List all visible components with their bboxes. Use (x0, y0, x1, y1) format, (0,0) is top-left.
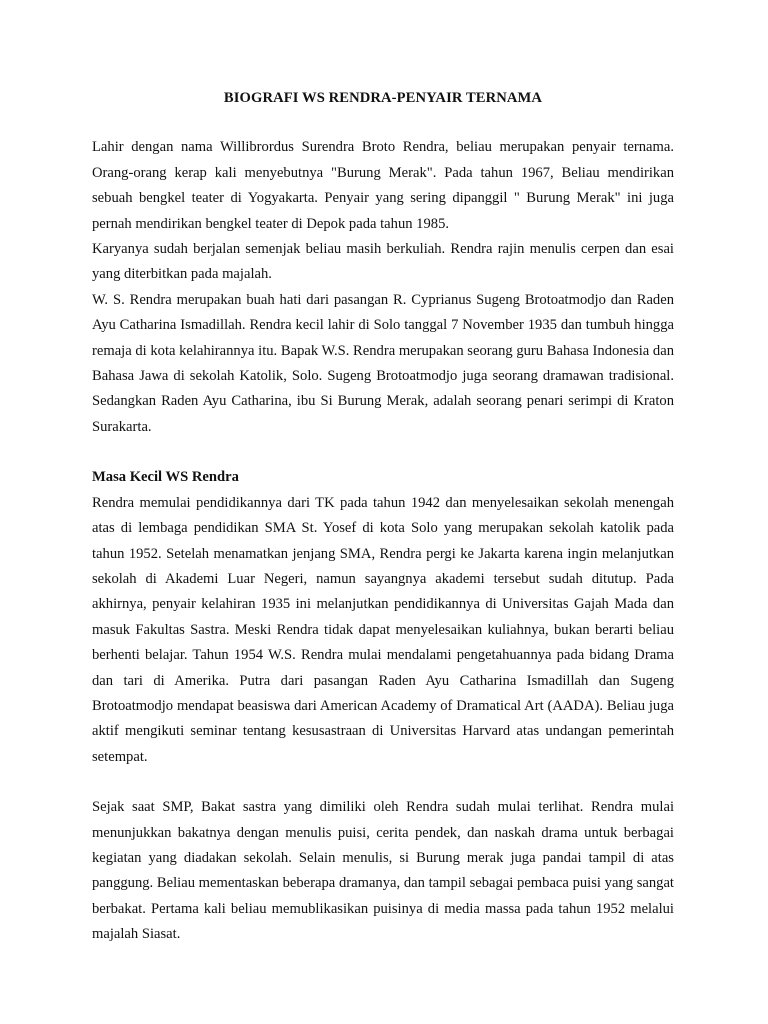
paragraph-spacer (92, 440, 674, 465)
section-heading: Masa Kecil WS Rendra (92, 469, 239, 486)
document-title: BIOGRAFI WS RENDRA-PENYAIR TERNAMA (223, 90, 543, 106)
section-paragraph-1: Rendra memulai pendidikannya dari TK pada tahun 1942 dan menyelesaikan sekolah menengah atas di lembaga pendidikan SMA St. Yosef di kota Solo yang merupakan sekolah katolik pada tahun 1952. Setelah menamatkan jenjang SMA, Rendra pergi ke Jakarta karena ingin melanjutkan sekolah di Akademi Luar Negeri, namun sayangnya akademi tersebut sudah ditutup. Pada akhirnya, penyair kelahiran 1935 ini melanjutkan pendidikannya di Universitas Gajah Mada dan masuk Fakultas Sastra. Meski Rendra tidak dapat menyelesaikan kuliahnya, bukan berarti beliau berhenti belajar. Tahun 1954 W.S. Rendra mulai mendalami pengetahuannya pada bidang Drama dan tari di Amerika. Putra dari pasangan Raden Ayu Catharina Ismadillah dan Sugeng Brotoatmodjo mendapat beasiswa dari American Academy of Dramatical Art (AADA). Beliau juga aktif mengikuti seminar tentang kesusastraan di Universitas Harvard atas undangan pemerintah setempat. (92, 494, 674, 765)
intro-paragraph-1: Lahir dengan nama Willibrordus Surendra Broto Rendra, beliau merupakan penyair ternama. Orang-orang kerap kali menyebutnya "Burung Merak". Pada tahun 1967, Beliau mendirikan sebuah bengkel teater di Yogyakarta. Penyair yang sering dipanggil " Burung Merak" ini juga pernah mendirikan bengkel teater di Depok pada tahun 1985. (92, 139, 674, 232)
paragraph-spacer (92, 770, 674, 795)
section-paragraph-2: Sejak saat SMP, Bakat sastra yang dimiliki oleh Rendra sudah mulai terlihat. Rendra mulai menunjukkan bakatnya dengan menulis puisi, cerita pendek, dan naskah drama untuk berbagai kegiatan yang diadakan sekolah. Selain menulis, si Burung merak juga pandai tampil di atas panggung. Beliau mementaskan beberapa dramanya, dan tampil sebagai pembaca puisi yang sangat berbakat. Pertama kali beliau memublikasikan puisinya di media massa pada tahun 1952 melalui majalah Siasat. (92, 799, 674, 943)
document-body (92, 86, 674, 948)
intro-paragraph-3: W. S. Rendra merupakan buah hati dari pasangan R. Cyprianus Sugeng Brotoatmodjo dan Raden Ayu Catharina Ismadillah. Rendra kecil lahir di Solo tanggal 7 November 1935 dan tumbuh hingga remaja di kota kelahirannya itu. Bapak W.S. Rendra merupakan seorang guru Bahasa Indonesia dan Bahasa Jawa di sekolah Katolik, Solo. Sugeng Brotoatmodjo juga seorang dramawan tradisional. Sedangkan Raden Ayu Catharina, ibu Si Burung Merak, adalah seorang penari serimpi di Kraton Surakarta. (92, 291, 674, 435)
intro-paragraph-2: Karyanya sudah berjalan semenjak beliau masih berkuliah. Rendra rajin menulis cerpen dan esai yang diterbitkan pada majalah. (92, 241, 674, 283)
